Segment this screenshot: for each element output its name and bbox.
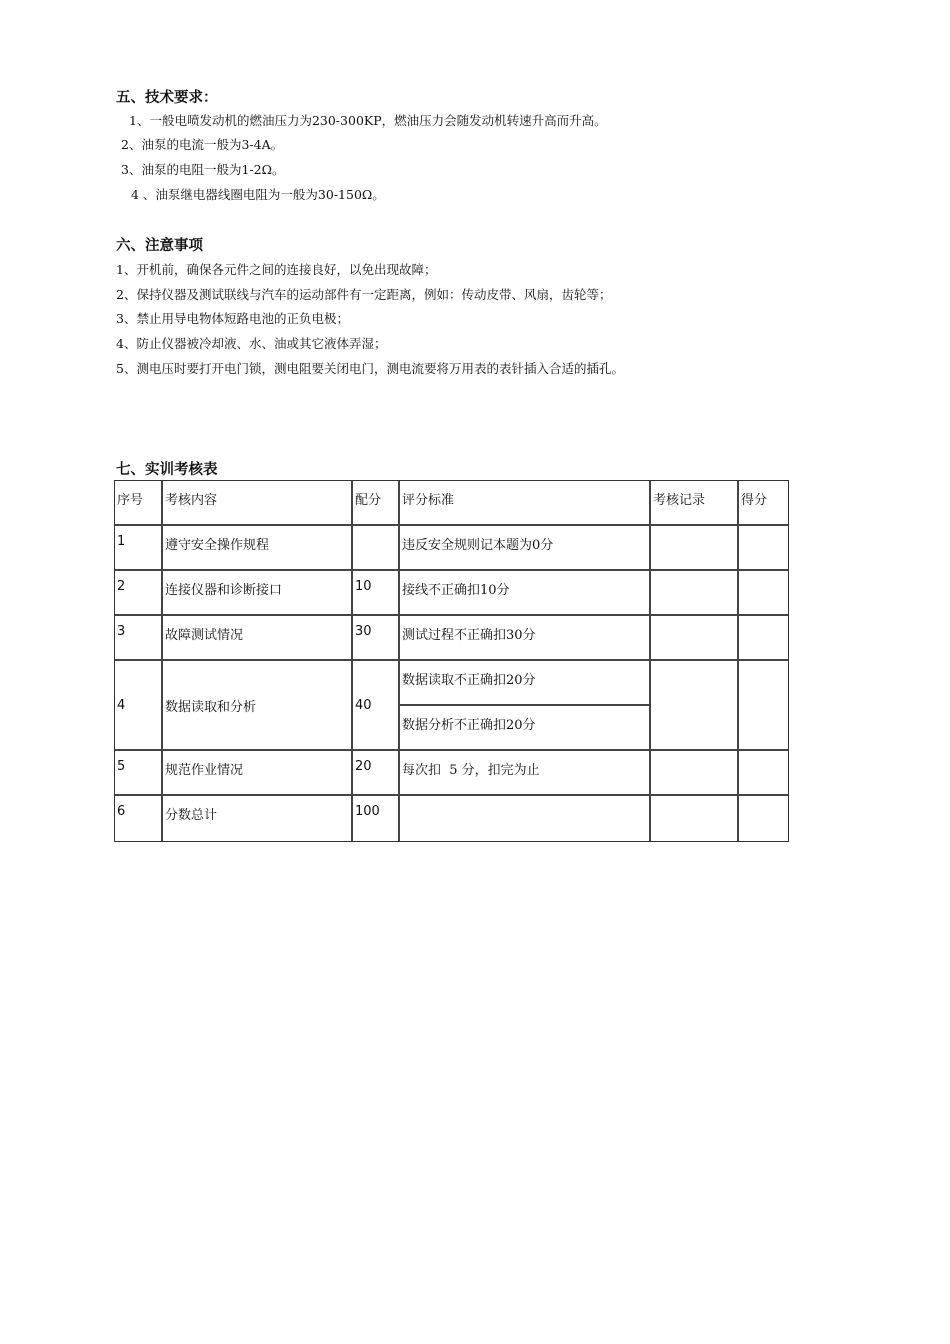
row-score — [353, 526, 400, 571]
row-standard — [400, 796, 651, 841]
header-content: 考核内容 — [163, 481, 353, 526]
row-standard: 数据读取不正确扣20分 — [400, 661, 651, 706]
row-points-cell — [739, 616, 788, 661]
row-no: 1 — [115, 526, 163, 571]
row-no: 6 — [115, 796, 163, 841]
header-no: 序号 — [115, 481, 163, 526]
row-record-cell — [651, 751, 739, 796]
section7-title: 七、实训考核表 — [116, 462, 218, 478]
row-points-cell — [739, 751, 788, 796]
header-points: 得分 — [739, 481, 788, 526]
header-record: 考核记录 — [651, 481, 739, 526]
row-content: 遵守安全操作规程 — [163, 526, 353, 571]
section6-item-4: 4、防止仪器被冷却液、水、油或其它液体弄湿； — [116, 336, 387, 351]
row-content: 分数总计 — [163, 796, 353, 841]
section6-item-3: 3、禁止用导电物体短路电池的正负电极； — [116, 311, 349, 326]
row-score: 20 — [353, 751, 400, 796]
header-score: 配分 — [353, 481, 400, 526]
row-points-cell — [739, 661, 788, 751]
section5-item-1: 1、一般电喷发动机的燃油压力为230-300KP，燃油压力会随发动机转速升高而升高。 — [129, 113, 607, 128]
table-row — [115, 796, 788, 841]
row-score: 100 — [353, 796, 400, 841]
row-points-cell — [739, 571, 788, 616]
section6-item-1: 1、开机前，确保各元件之间的连接良好，以免出现故障； — [116, 262, 437, 277]
table-row — [115, 571, 788, 616]
row-content: 规范作业情况 — [163, 751, 353, 796]
section6-item-2: 2、保持仪器及测试联线与汽车的运动部件有一定距离，例如：传动皮带、风扇，齿轮等； — [116, 287, 612, 302]
row-record-cell — [651, 616, 739, 661]
section5-item-3: 3、油泵的电阻一般为1-2Ω。 — [121, 162, 285, 177]
table-row — [115, 661, 788, 706]
section6-item-5: 5、测电压时要打开电门锁，测电阻要关闭电门，测电流要将万用表的表针插入合适的插孔。 — [116, 361, 624, 376]
table-header-row — [115, 481, 788, 526]
row-record-cell — [651, 526, 739, 571]
row-content: 故障测试情况 — [163, 616, 353, 661]
row-points-cell — [739, 526, 788, 571]
row-no: 2 — [115, 571, 163, 616]
row-standard: 每次扣 5 分，扣完为止 — [400, 751, 651, 796]
section5-item-2: 2、油泵的电流一般为3-4A。 — [121, 137, 284, 152]
section5-item-4: 4 、油泵继电器线圈电阻为一般为30-150Ω。 — [131, 187, 385, 202]
assessment-table — [114, 480, 789, 842]
row-score: 30 — [353, 616, 400, 661]
row-no: 4 — [115, 661, 163, 751]
row-score: 40 — [353, 661, 400, 751]
row-score: 10 — [353, 571, 400, 616]
row-content: 连接仪器和诊断接口 — [163, 571, 353, 616]
table-row — [115, 526, 788, 571]
row-standard: 接线不正确扣10分 — [400, 571, 651, 616]
section5-title: 五、技术要求： — [116, 90, 218, 106]
row-no: 3 — [115, 616, 163, 661]
row-points-cell — [739, 796, 788, 841]
row-record-cell — [651, 661, 739, 751]
section6-title: 六、注意事项 — [116, 238, 203, 254]
table-row — [115, 616, 788, 661]
row-no: 5 — [115, 751, 163, 796]
header-standard: 评分标准 — [400, 481, 651, 526]
row-record-cell — [651, 571, 739, 616]
row-record-cell — [651, 796, 739, 841]
row-standard: 测试过程不正确扣30分 — [400, 616, 651, 661]
row-standard-2: 数据分析不正确扣20分 — [400, 706, 651, 751]
row-content: 数据读取和分析 — [163, 661, 353, 751]
table-row — [115, 751, 788, 796]
row-standard: 违反安全规则记本题为0分 — [400, 526, 651, 571]
